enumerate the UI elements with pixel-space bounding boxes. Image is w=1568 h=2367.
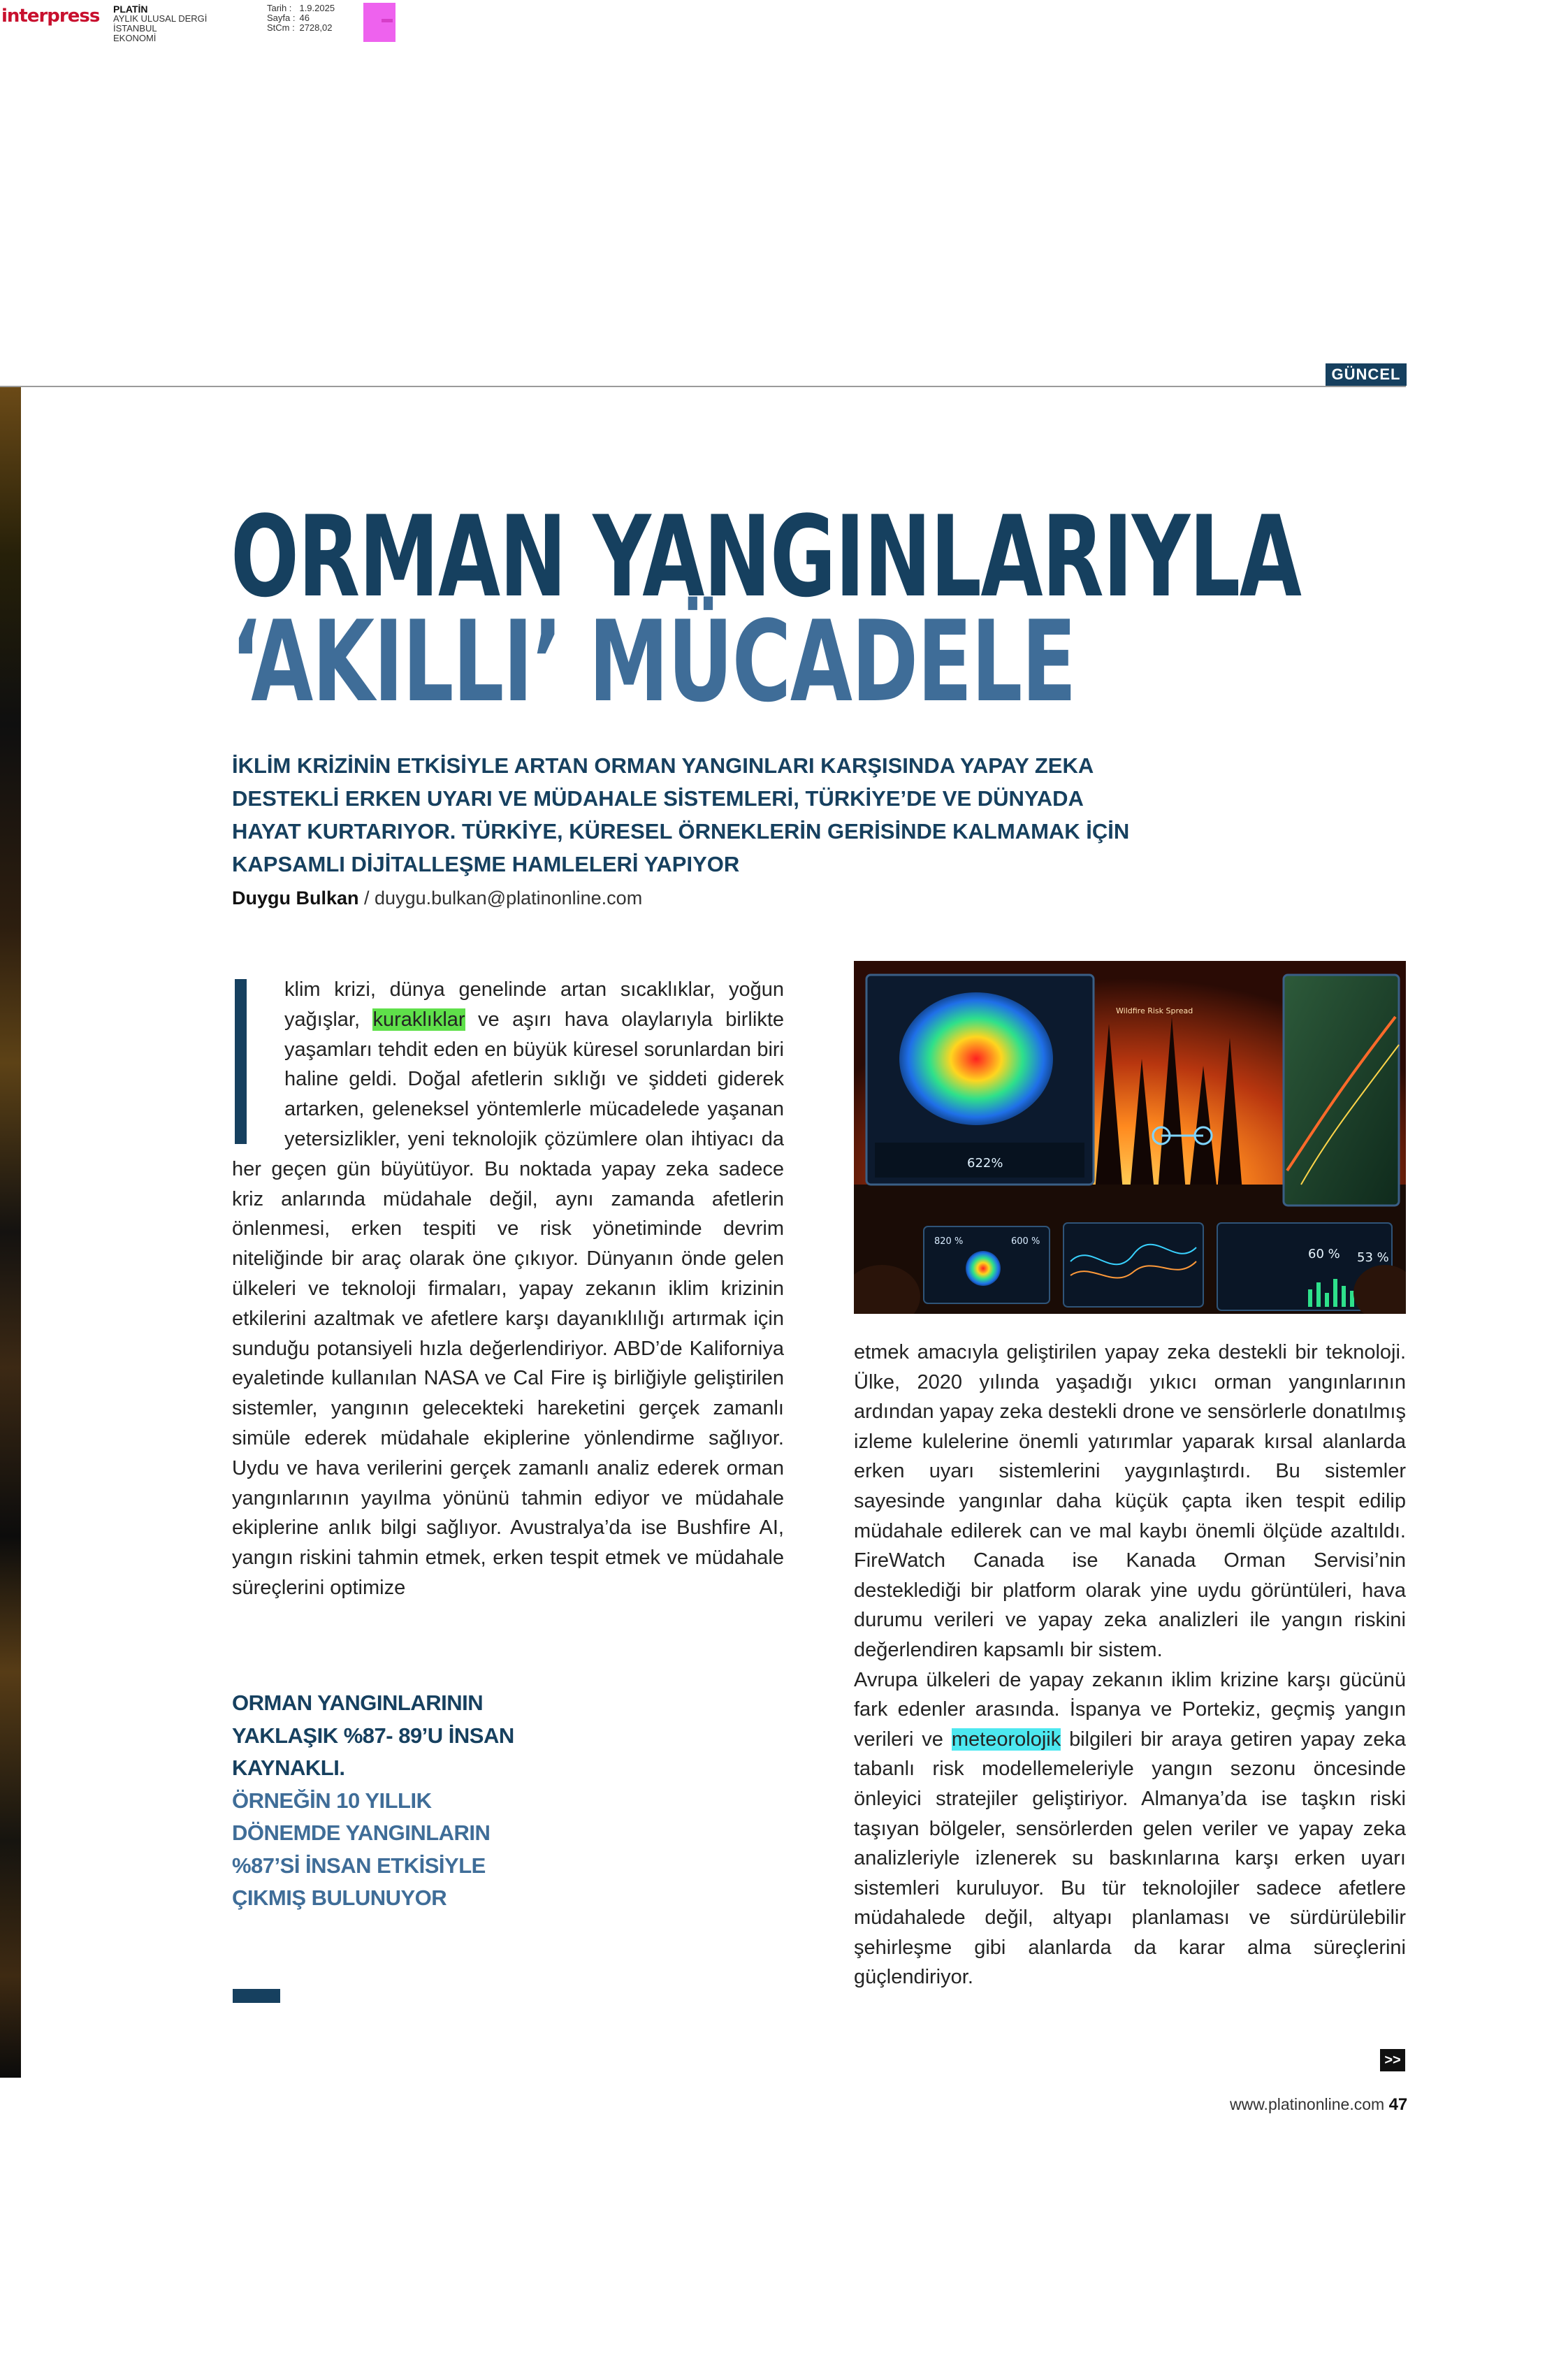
clipping-meta <box>267 3 339 33</box>
body-text: bilgileri bir araya getiren yapay zeka tabanlı risk modellemeleriyle yangın sezonu öncesinde önleyici stratejiler geliştiriyor. Almanya’da ise taşkın riski taşıyan bölgeler, sensörlerden gelen veriler ve yapay zeka analizleriyle izlenerek su baskınlarına karşı erken uyarı sistemleri kuruluyor. Bu tür teknolojiler sadece afetlere müdahalede değil, altyapı planlaması ve sürdürülebilir şehirleşme gibi alanlarda da karar alma süreçlerini güçlendiriyor. <box>854 1728 1406 1989</box>
author-name: Duygu Bulkan <box>232 888 359 909</box>
photo-stat-3: 600 % <box>1011 1236 1040 1247</box>
section-tag: GÜNCEL <box>1326 363 1407 386</box>
publication-section: EKONOMİ <box>113 33 157 43</box>
photo-caption: Wildfire Risk Spread <box>1116 1006 1193 1015</box>
pull-quote-dark: ORMAN YANGINLARININ YAKLAŞIK %87- 89’U İNSAN KAYNAKLI. <box>232 1691 514 1780</box>
headline <box>231 491 1301 727</box>
body-text: Avrupa ülkeleri de yapay zekanın iklim krizine karşı gücünü fark edenler arasında. İspanya ve Portekiz, geçmiş yangın verileri ve <box>854 1668 1406 1751</box>
body-column-left <box>232 975 784 1603</box>
article-photo-ai-wildfire-dashboard <box>854 961 1406 1314</box>
left-photo-strip <box>0 386 21 2078</box>
body-paragraph <box>232 975 784 1603</box>
standfirst: İKLİM KRİZİNİN ETKİSİYLE ARTAN ORMAN YANGINLARI KARŞISINDA YAPAY ZEKA DESTEKLİ ERKEN UYARI VE MÜDAHALE SİSTEMLERİ, TÜRKİYE’DE VE DÜNYADA HAYAT KURTARIYOR. TÜRKİYE, KÜRESEL ÖRNEKLERİN GERİSİNDE KALMAMAK İÇİN KAPSAMLI DİJİTALLEŞME HAMLELERİ YAPIYOR <box>232 753 1130 876</box>
byline-separator: / <box>358 888 375 909</box>
page-footer <box>1230 2095 1407 2115</box>
publication-type: AYLIK ULUSAL DERGİ <box>113 13 208 24</box>
byline <box>232 888 642 909</box>
headline-line-2: ‘AKILLI’ MÜCADELE <box>231 596 1076 727</box>
pull-quote <box>232 1687 525 1915</box>
date-label: Tarih : <box>267 3 292 13</box>
continue-arrow: >> <box>1380 2049 1405 2071</box>
top-rule <box>0 386 1406 387</box>
highlighted-keyword: kuraklıklar <box>372 1008 465 1031</box>
body-paragraph <box>854 1665 1406 1993</box>
clipping-publication-info <box>113 4 207 43</box>
highlighted-keyword: meteorolojik <box>951 1728 1061 1751</box>
body-paragraph: etmek amacıyla geliştirilen yapay zeka destekli bir teknoloji. Ülke, 2020 yılında yaşadığı yıkıcı orman yangınlarının ardından yapay zeka destekli drone ve sensörlerle donatılmış izleme kulelerine önemli yatırımlar yaparak kırsal alanlarda erken uyarı sistemlerini yaygınlaştırdı. Bu sistemler sayesinde yangınlar daha küçük çapta iken tespit edilip müdahale edilerek can ve mal kaybı önemli ölçüde azaltıldı. FireWatch Canada ise Kanada Orman Servisi’nin desteklediği bir platform olarak yine uydu görüntüleri, hava durumu verileri ve yapay zeka analizleri ile yangın riskini değerlendiren kapsamlı bir sistem. <box>854 1341 1406 1661</box>
body-column-right <box>854 1338 1406 1992</box>
footer-url[interactable]: www.platinonline.com <box>1230 2095 1385 2113</box>
body-text: ve aşırı hava olaylarıyla birlikte yaşamları tehdit eden en büyük küresel sorunlardan biri haline geldi. Doğal afetlerin sıklığı ve şiddeti giderek artarken, geleneksel yöntemlerle mücadelede yaşanan yetersizlikler, yeni teknolojik çözümlere olan ihtiyacı da her geçen gün büyütüyor. Bu noktada yapay zeka sadece kriz anlarında müdahale değil, aynı zamanda afetlerin önlenmesi, erken tespiti ve risk yönetiminde devrim niteliğinde bir araç olarak öne çıkıyor. Dünyanın önde gelen ülkeleri ve teknoloji firmaları, yapay zekanın iklim krizinin etkilerini azaltmak ve afetlere karşı dayanıklılığı artırmak için sunduğu potansiyeli hızla değerlendiriyor. ABD’de Kaliforniya eyaletinde kullanılan NASA ve Cal Fire iş birliğiyle geliştirilen sistemler, yangının gelecekteki hareketini gerçek zamanlı simüle ederek müdahale ekiplerine yönlendirme sağlıyor. Uydu ve hava verilerini gerçek zamanlı analiz ederek orman yangınlarının yayılma yönünü tahmin ediyor ve müdahale ekiplerine anlık bilgi sağlıyor. Avustralya’da ise Bushfire AI, yangın riskini tahmin etmek, erken tespit etmek ve müdahale süreçlerini optimize <box>232 1008 784 1599</box>
publication-city: İSTANBUL <box>113 23 157 34</box>
page-label: Sayfa : <box>267 13 296 23</box>
date-value: 1.9.2025 <box>299 3 335 13</box>
author-email[interactable]: duygu.bulkan@platinonline.com <box>375 888 643 909</box>
photo-stat-5: 53 % <box>1357 1250 1389 1265</box>
pull-quote-light: ÖRNEĞİN 10 YILLIK DÖNEMDE YANGINLARIN %87’Sİ İNSAN ETKİSİYLE ÇIKMIŞ BULUNUYOR <box>232 1788 491 1910</box>
size-value: 2728,02 <box>299 22 333 33</box>
photo-stat-4: 60 % <box>1308 1247 1340 1261</box>
publication-name: PLATİN <box>113 3 148 15</box>
size-label: StCm : <box>267 22 295 33</box>
photo-illustration <box>854 961 1406 1314</box>
page-number: 47 <box>1388 2095 1408 2114</box>
interpress-logo: interpress <box>1 6 100 27</box>
photo-stat-1: 622% <box>967 1156 1003 1171</box>
page-value: 46 <box>299 13 310 23</box>
body-text: klim krizi, dünya genelinde artan sıcaklıklar, yoğun yağışlar, <box>284 978 784 1031</box>
photo-stat-2: 820 % <box>934 1236 964 1247</box>
pull-quote-bar <box>233 1989 280 2003</box>
clipping-color-marker <box>363 3 395 42</box>
drop-cap-i <box>235 979 247 1144</box>
headline-line-1: ORMAN YANGINLARIYLA <box>231 491 1301 622</box>
